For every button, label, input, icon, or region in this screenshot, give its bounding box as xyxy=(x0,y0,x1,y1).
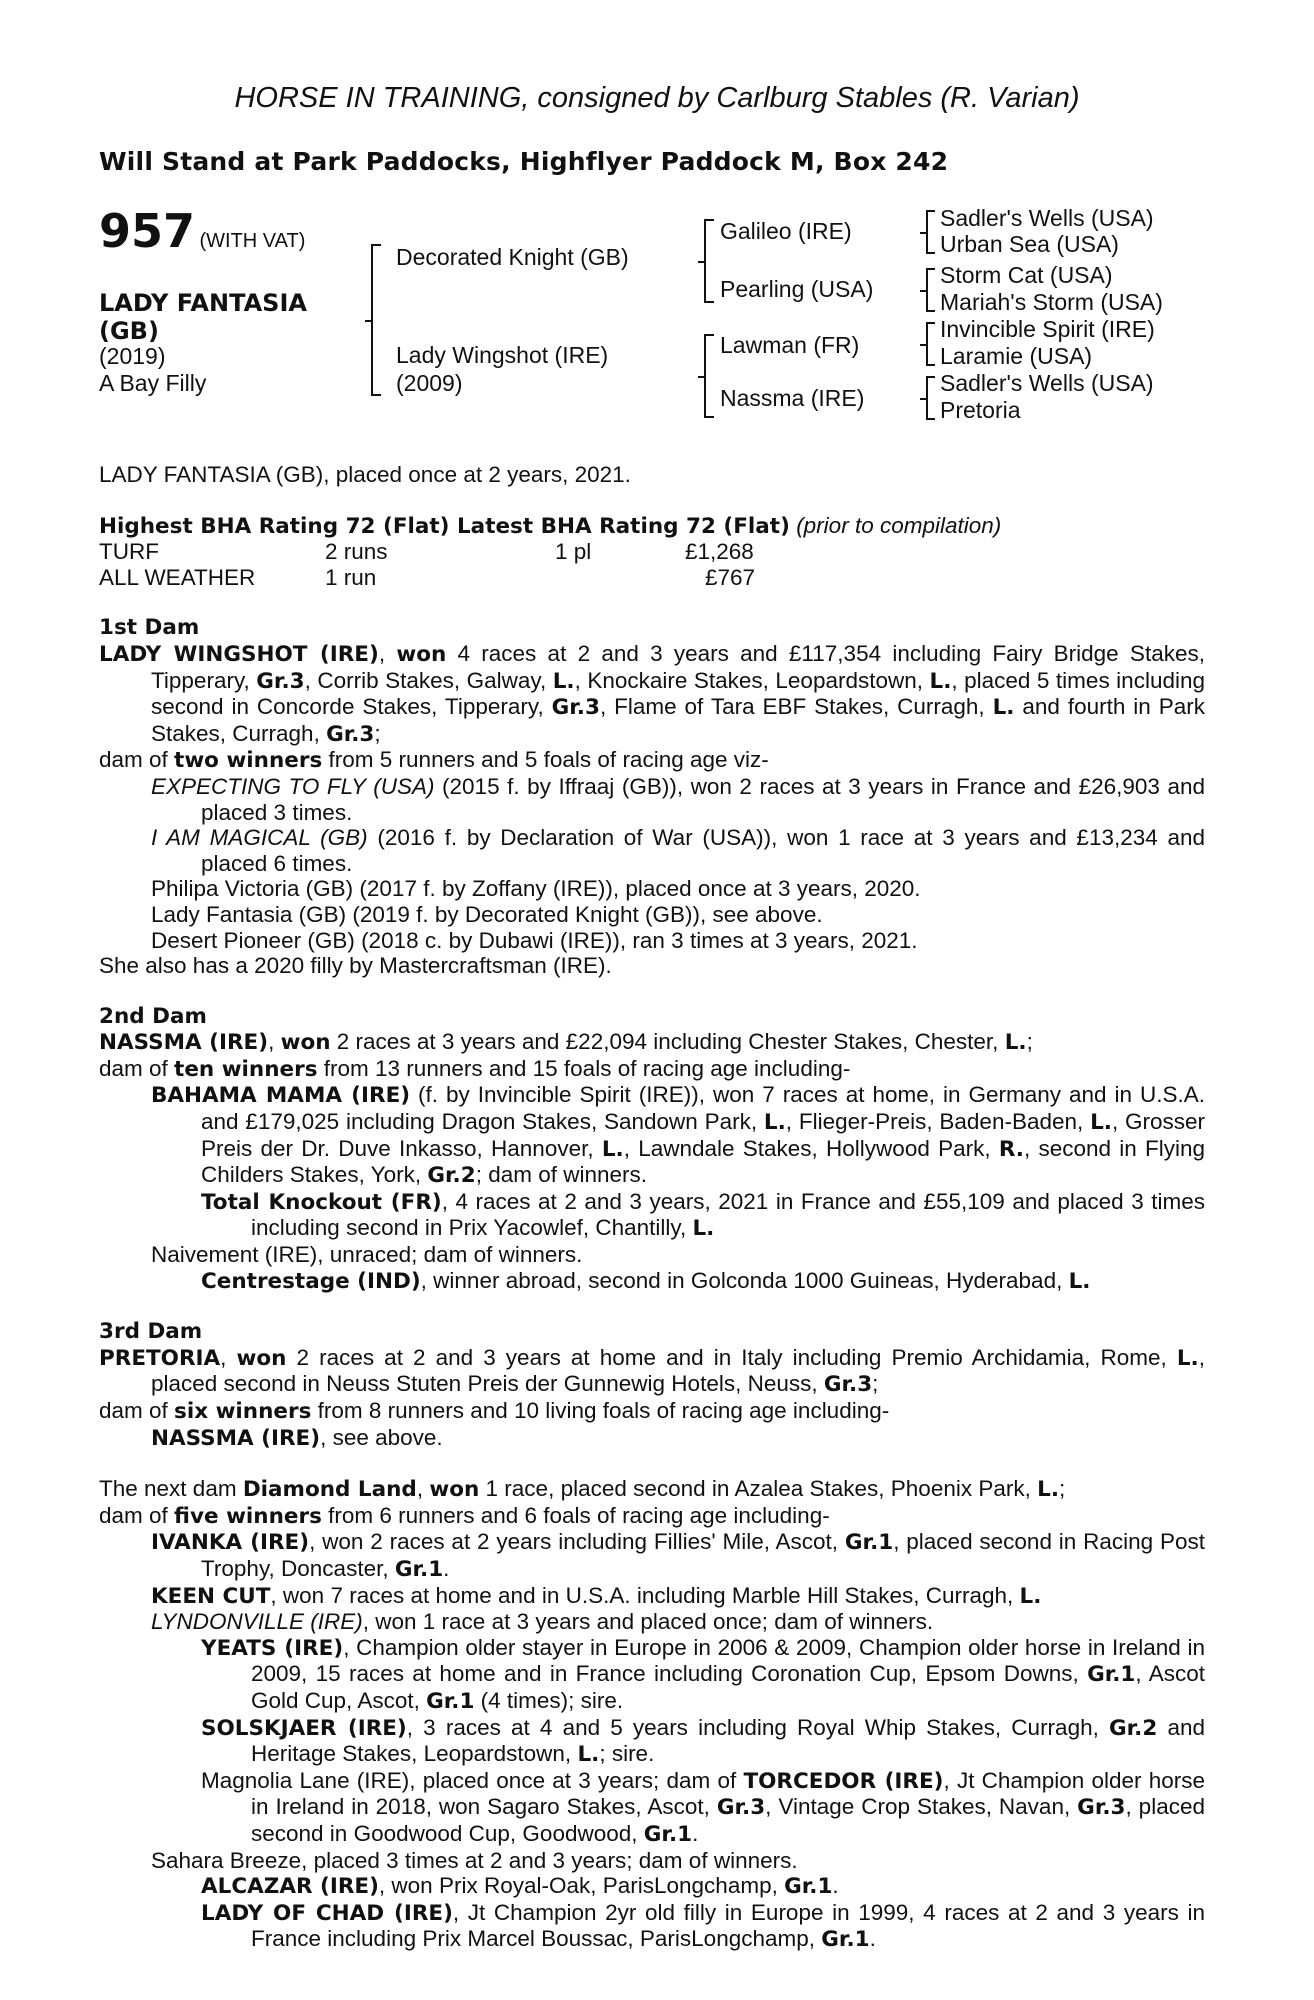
produce-entry xyxy=(99,825,1205,876)
listed-label: L. xyxy=(601,1136,624,1162)
text: ; xyxy=(1059,1476,1066,1502)
text: and Heritage Stakes, Leopardstown, xyxy=(251,1714,1205,1767)
third-dam-record: PRETORIA, won 2 races at 2 and 3 years at home and in Italy including Premio Archidamia, Rome, L., placed second in Neuss Stuten Preis der Gunnewig Hotels, Neuss, Gr.3; xyxy=(99,1344,1205,1398)
produce-name: KEEN CUT xyxy=(151,1583,271,1609)
won-label: won xyxy=(236,1345,287,1371)
text: , 3 races at 4 and 5 years including Royal Whip Stakes, Curragh, xyxy=(406,1714,1109,1740)
text: ; xyxy=(1026,1029,1033,1055)
produce-entry xyxy=(99,1873,1205,1900)
text: dam of xyxy=(99,1398,175,1423)
text: (f. by Invincible Spirit (IRE)), won 7 races at home, in Germany and in U.S.A. and £179,025 including Dragon Stakes, Sandown Park, xyxy=(201,1082,1205,1135)
text: dam of xyxy=(99,1055,175,1081)
listed-label: L. xyxy=(929,668,952,694)
won-label: won xyxy=(280,1030,331,1056)
pedigree-dsd: Laramie (USA) xyxy=(940,343,1093,369)
pedigree-sdd: Mariah's Storm (USA) xyxy=(940,289,1163,315)
first-dam-produce-summary xyxy=(99,747,1205,774)
runs-surface: TURF xyxy=(99,539,159,565)
produce-name: Total Knockout (FR) xyxy=(201,1189,442,1215)
second-dam-produce-summary xyxy=(99,1056,1205,1083)
next-dam-produce-summary xyxy=(99,1503,1205,1530)
produce-name: IVANKA (IRE) xyxy=(151,1530,310,1556)
next-dam-name: Diamond Land xyxy=(242,1477,417,1503)
winners-count: two winners xyxy=(174,748,323,774)
produce-entry xyxy=(99,1609,1205,1635)
first-dam-also: She also has a 2020 filly by Mastercraftsman (IRE). xyxy=(99,953,612,979)
text: . xyxy=(443,1555,450,1581)
grade-label: Gr.3 xyxy=(326,721,375,747)
foaling-year: (2019) xyxy=(99,343,166,369)
pedigree-brace-2a xyxy=(704,219,714,303)
pedigree-sire-dam: Pearling (USA) xyxy=(720,276,874,302)
pedigree-brace-2b xyxy=(704,334,714,418)
runs-earnings: £1,268 xyxy=(685,539,754,565)
text: , 4 races at 2 and 3 years, 2021 in France and £55,109 and placed 3 times including second in Prix Yacowlef, Chantilly, xyxy=(251,1188,1205,1241)
vat-note: (WITH VAT) xyxy=(199,230,306,252)
stand-location: Will Stand at Park Paddocks, Highflyer Paddock M, Box 242 xyxy=(99,147,949,176)
won-label: won xyxy=(429,1477,480,1503)
text: (2015 f. by Iffraaj (GB)), won 2 races at 3 years in France and £26,903 and placed 3 times. xyxy=(201,773,1205,825)
restricted-label: R. xyxy=(998,1136,1024,1162)
text: (4 times); sire. xyxy=(474,1687,624,1713)
page-title: HORSE IN TRAINING, consigned by Carlburg Stables (R. Varian) xyxy=(234,82,1080,114)
produce-entry xyxy=(99,1715,1205,1768)
produce-entry: Lady Fantasia (GB) (2019 f. by Decorated Knight (GB)), see above. xyxy=(151,901,823,927)
produce-name: BAHAMA MAMA (IRE) xyxy=(151,1083,411,1109)
lot-header xyxy=(99,204,305,258)
text: 2 races at 2 and 3 years at home and in Italy including Premio Archidamia, Rome, xyxy=(286,1344,1177,1370)
text: , winner abroad, second in Golconda 1000 Guineas, Hyderabad, xyxy=(420,1267,1069,1293)
listed-label: L. xyxy=(1004,1030,1027,1056)
text: dam of xyxy=(99,747,175,773)
winners-count: six winners xyxy=(174,1399,312,1424)
third-dam-name: PRETORIA xyxy=(99,1345,221,1371)
produce-entry xyxy=(99,1268,1205,1295)
first-dam-name: LADY WINGSHOT (IRE) xyxy=(99,641,379,667)
grade-label: Gr.1 xyxy=(1087,1662,1136,1688)
text: and fourth in Park Stakes, Curragh, xyxy=(151,694,1205,746)
first-dam-record: LADY WINGSHOT (IRE), won 4 races at 2 and 3 years and £117,354 including Fairy Bridge Stakes, Tipperary, Gr.3, Corrib Stakes, Galway, L., Knockaire Stakes, Leopardstown, L., placed 5 times including second in Concorde Stakes, Tipperary, Gr.3, Flame of Tara EBF Stakes, Curragh, L. and fourth in Park Stakes, Curragh, Gr.3; xyxy=(99,640,1205,747)
text: from 5 runners and 5 foals of racing age viz- xyxy=(322,747,769,773)
pedigree-brace-3c xyxy=(926,322,935,366)
second-dam-record: NASSMA (IRE), won 2 races at 3 years and £22,094 including Chester Stakes, Chester, L.; xyxy=(99,1029,1033,1056)
produce-name: ALCAZAR (IRE) xyxy=(201,1874,379,1900)
text: , Jt Champion older horse in Ireland in 2018, won Sagaro Stakes, Ascot, xyxy=(251,1767,1205,1820)
text: , see above. xyxy=(320,1424,443,1450)
produce-entry xyxy=(99,1189,1205,1242)
listed-label: L. xyxy=(1019,1583,1042,1609)
produce-name: NASSMA (IRE) xyxy=(151,1425,321,1451)
text: , placed 5 times including second in Concorde Stakes, Tipperary, xyxy=(151,667,1205,720)
second-dam-name: NASSMA (IRE) xyxy=(99,1030,269,1056)
text: , Flame of Tara EBF Stakes, Curragh, xyxy=(599,694,993,720)
produce-entry: Sahara Breeze, placed 3 times at 2 and 3 years; dam of winners. xyxy=(151,1847,798,1873)
grade-label: Gr.1 xyxy=(394,1556,444,1582)
text: 2 races at 3 years and £22,094 including Chester Stakes, Chester, xyxy=(330,1029,1005,1055)
runs-row-aw xyxy=(99,565,1205,591)
runs-placed: 1 pl xyxy=(555,539,592,565)
grade-label: Gr.1 xyxy=(426,1688,475,1714)
text: , Grosser Preis der Dr. Duve Inkasso, Hannover, xyxy=(201,1109,1205,1161)
text: ; sire. xyxy=(599,1741,655,1767)
winners-count: five winners xyxy=(174,1503,322,1529)
grade-label: Gr.1 xyxy=(643,1821,693,1847)
rating-label: Highest BHA Rating 72 (Flat) Latest BHA Rating 72 (Flat) xyxy=(99,513,790,539)
grade-label: Gr.2 xyxy=(1109,1715,1158,1741)
grade-label: Gr.1 xyxy=(784,1874,833,1900)
produce-name: Centrestage (IND) xyxy=(201,1268,421,1294)
produce-name: I AM MAGICAL (GB) xyxy=(151,825,368,851)
text: 1 race, placed second in Azalea Stakes, Phoenix Park, xyxy=(479,1476,1038,1502)
text: . xyxy=(869,1926,876,1952)
listed-label: L. xyxy=(692,1216,715,1242)
text: ; dam of winners. xyxy=(475,1162,648,1188)
first-dam-heading: 1st Dam xyxy=(99,615,200,641)
listed-label: L. xyxy=(577,1742,600,1768)
grade-label: Gr.3 xyxy=(1077,1795,1126,1821)
produce-entry xyxy=(99,1768,1205,1848)
second-dam-heading: 2nd Dam xyxy=(99,1003,207,1029)
next-dam-record: The next dam Diamond Land, won 1 race, placed second in Azalea Stakes, Phoenix Park, L.; xyxy=(99,1476,1066,1503)
text: , second in Flying Childers Stakes, York, xyxy=(201,1135,1205,1188)
pedigree-dam-dam: Nassma (IRE) xyxy=(720,385,865,411)
listed-label: L. xyxy=(1037,1477,1059,1503)
text: The next dam xyxy=(99,1476,243,1502)
third-dam-heading: 3rd Dam xyxy=(99,1319,203,1345)
pedigree-dss: Invincible Spirit (IRE) xyxy=(940,316,1155,342)
listed-label: L. xyxy=(552,668,575,694)
text: from 6 runners and 6 foals of racing age including- xyxy=(321,1502,830,1528)
text: , Ascot Gold Cup, Ascot, xyxy=(251,1661,1205,1713)
produce-entry xyxy=(99,1583,1205,1610)
text: , Knockaire Stakes, Leopardstown, xyxy=(574,667,930,693)
pedigree-sire-sire: Galileo (IRE) xyxy=(720,218,852,244)
pedigree-dam-year: (2009) xyxy=(396,370,463,396)
pedigree-brace-3b xyxy=(926,268,935,312)
produce-name: LYNDONVILLE (IRE) xyxy=(151,1609,363,1635)
produce-entry xyxy=(99,1900,1205,1953)
text: , Champion older stayer in Europe in 2006 & 2009, Champion older horse in Ireland in 2009, 15 races at home and in France including Coronation Cup, Epsom Downs, xyxy=(251,1634,1205,1687)
runs-earnings: £767 xyxy=(705,564,756,590)
produce-name: SOLSKJAER (IRE) xyxy=(201,1715,407,1741)
text: , Corrib Stakes, Galway, xyxy=(304,667,553,693)
text: , Lawndale Stakes, Hollywood Park, xyxy=(623,1135,999,1161)
pedigree-brace-3d xyxy=(926,376,935,420)
text: from 8 runners and 10 living foals of racing age including- xyxy=(311,1398,890,1423)
runs-row-turf xyxy=(99,539,1205,565)
third-dam-produce-summary xyxy=(99,1398,1205,1425)
produce-entry xyxy=(99,1425,1205,1452)
runs-count: 1 run xyxy=(325,564,377,590)
text: , won 1 race at 3 years and placed once; dam of winners. xyxy=(362,1609,934,1635)
produce-entry xyxy=(99,1529,1205,1582)
produce-entry: Naivement (IRE), unraced; dam of winners. xyxy=(151,1242,583,1268)
pedigree-brace-3a xyxy=(926,210,935,254)
racing-summary: LADY FANTASIA (GB), placed once at 2 years, 2021. xyxy=(99,462,631,487)
grade-label: Gr.2 xyxy=(427,1163,476,1189)
produce-entry xyxy=(99,1082,1205,1188)
horse-description: A Bay Filly xyxy=(99,370,207,396)
text: (2016 f. by Declaration of War (USA)), won 1 race at 3 years and £13,234 and placed 6 times. xyxy=(201,825,1206,876)
text: ; xyxy=(872,1371,879,1397)
produce-name: EXPECTING TO FLY (USA) xyxy=(151,773,435,799)
grade-label: Gr.3 xyxy=(551,695,600,721)
winners-count: ten winners xyxy=(174,1056,318,1082)
text: from 13 runners and 15 foals of racing age including- xyxy=(317,1055,851,1081)
text: , placed second in Goodwood Cup, Goodwood, xyxy=(251,1794,1205,1846)
pedigree-dam: Lady Wingshot (IRE) xyxy=(396,342,609,368)
pedigree-ddd: Pretoria xyxy=(940,397,1021,423)
listed-label: L. xyxy=(763,1110,786,1136)
text: ; xyxy=(374,720,381,746)
grade-label: Gr.1 xyxy=(844,1530,894,1556)
pedigree-dds: Sadler's Wells (USA) xyxy=(940,370,1154,396)
pedigree-ssd: Urban Sea (USA) xyxy=(940,231,1119,257)
text: , won Prix Royal-Oak, ParisLongchamp, xyxy=(378,1873,785,1899)
catalogue-body xyxy=(99,462,1205,1953)
text: , Vintage Crop Stakes, Navan, xyxy=(765,1794,1078,1820)
grade-label: Gr.3 xyxy=(823,1372,873,1398)
text: . xyxy=(692,1820,699,1846)
text: , won 7 races at home and in U.S.A. including Marble Hill Stakes, Curragh, xyxy=(270,1582,1020,1608)
horse-country: (GB) xyxy=(99,317,159,345)
produce-entry: Philipa Victoria (GB) (2017 f. by Zoffany (IRE)), placed once at 3 years, 2020. xyxy=(151,876,921,902)
text: , won 2 races at 2 years including Fillies' Mile, Ascot, xyxy=(309,1529,845,1555)
grade-label: Gr.3 xyxy=(716,1795,766,1821)
pedigree-sss: Sadler's Wells (USA) xyxy=(940,205,1154,231)
produce-name: YEATS (IRE) xyxy=(201,1635,344,1661)
runs-surface: ALL WEATHER xyxy=(99,564,256,590)
text: dam of xyxy=(99,1502,175,1528)
horse-name: LADY FANTASIA xyxy=(99,289,307,317)
won-label: won xyxy=(396,641,447,667)
produce-name: TORCEDOR (IRE) xyxy=(743,1768,944,1794)
pedigree-sds: Storm Cat (USA) xyxy=(940,262,1113,288)
listed-label: L. xyxy=(1176,1345,1199,1371)
grade-label: Gr.1 xyxy=(821,1927,870,1953)
produce-entry xyxy=(99,774,1205,825)
produce-entry: Desert Pioneer (GB) (2018 c. by Dubawi (IRE)), ran 3 times at 3 years, 2021. xyxy=(151,927,918,953)
runs-count: 2 runs xyxy=(325,539,388,565)
lot-number: 957 xyxy=(99,204,196,258)
pedigree-dam-sire: Lawman (FR) xyxy=(720,332,860,358)
text: , Jt Champion 2yr old filly in Europe in 1999, 4 races at 2 and 3 years in France including Prix Marcel Boussac, ParisLongchamp, xyxy=(251,1899,1206,1952)
listed-label: L. xyxy=(1068,1268,1091,1294)
text: 4 races at 2 and 3 years and £117,354 including Fairy Bridge Stakes, Tipperary, xyxy=(151,640,1205,693)
rating-note: (prior to compilation) xyxy=(796,512,1002,538)
text: , placed second in Neuss Stuten Preis der Gunnewig Hotels, Neuss, xyxy=(151,1344,1205,1397)
listed-label: L. xyxy=(1090,1110,1112,1136)
produce-entry xyxy=(99,1635,1205,1715)
pedigree-brace-1 xyxy=(371,244,381,396)
listed-label: L. xyxy=(992,695,1015,721)
text: , placed second in Racing Post Trophy, Doncaster, xyxy=(201,1529,1205,1581)
produce-name: LADY OF CHAD (IRE) xyxy=(201,1900,453,1926)
text: , Flieger-Preis, Baden-Baden, xyxy=(785,1109,1091,1135)
grade-label: Gr.3 xyxy=(256,668,305,694)
text: Magnolia Lane (IRE), placed once at 3 years; dam of xyxy=(201,1767,744,1793)
text: . xyxy=(832,1873,839,1899)
pedigree-sire: Decorated Knight (GB) xyxy=(396,244,629,270)
rating-heading xyxy=(99,513,1205,540)
